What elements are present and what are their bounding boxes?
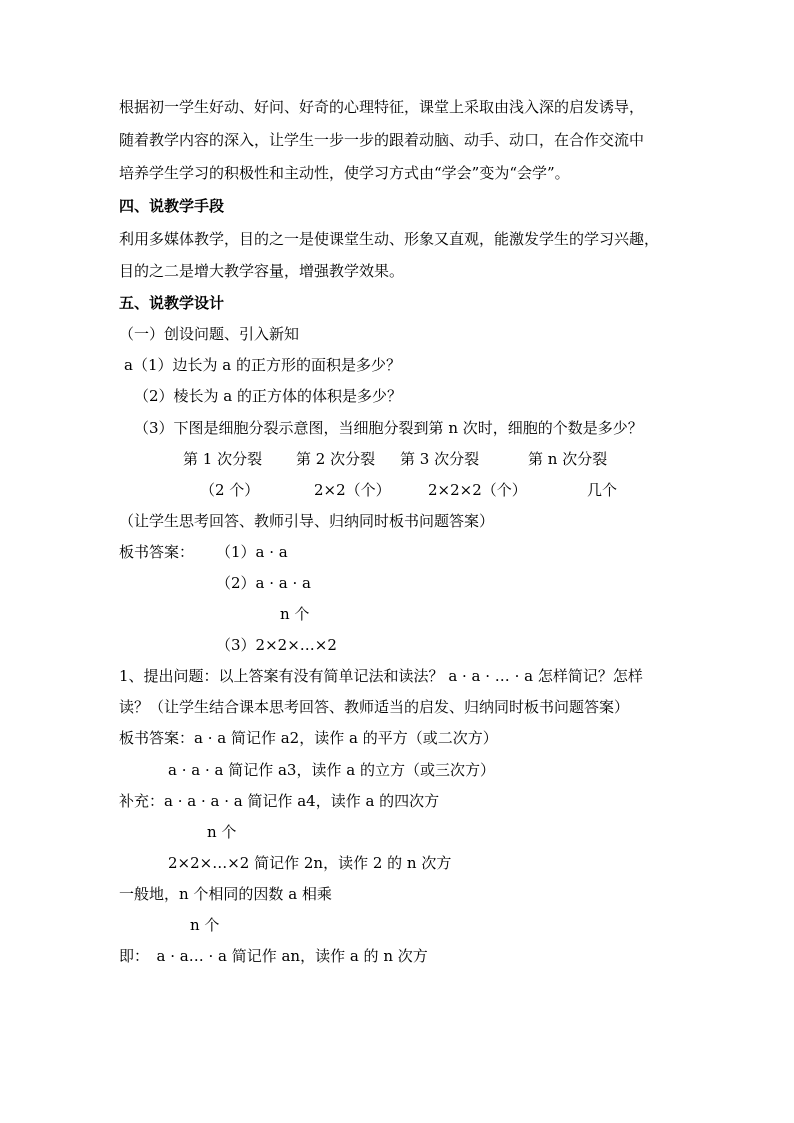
subsection-1-heading: （一）创设问题、引入新知 (119, 325, 300, 343)
paragraph-1-line-1: 根据初一学生好动、好问、好奇的心理特征，课堂上采取由浅入深的启发诱导， (119, 98, 645, 116)
split-label-n: 第 n 次分裂 (528, 450, 608, 468)
question-1: a（1）边长为 a 的正方形的面积是多少？ (124, 356, 401, 374)
split-label-2: 第 2 次分裂 (296, 450, 376, 468)
supplement-line: 补充：a · a · a · a 简记作 a4，读作 a 的四次方 (119, 792, 440, 810)
paragraph-1-line-2: 随着教学内容的深入，让学生一步一步的跟着动脑、动手、动口，在合作交流中 (119, 131, 645, 149)
point-1-line-1: 1、提出问题：以上答案有没有简单记法和读法？ a · a · … · a 怎样简记？怎样 (119, 667, 643, 685)
board-answer-1: 板书答案：a · a 简记作 a2，读作 a 的平方（或二次方） (119, 729, 498, 747)
split-label-3: 第 3 次分裂 (400, 450, 480, 468)
answer-1: （1）a · a (216, 543, 288, 561)
section-4-line-1: 利用多媒体教学，目的之一是使课堂生动、形象又直观，能激发学生的学习兴趣， (119, 230, 660, 248)
answers-label: 板书答案： (119, 543, 195, 561)
conclusion-line: 即： a · a… · a 简记作 an，读作 a 的 n 次方 (119, 947, 428, 965)
split-count-3: 2×2×2（个） (428, 481, 527, 499)
supplement-n-count: n 个 (207, 823, 237, 841)
board-answer-2: a · a · a 简记作 a3，读作 a 的立方（或三次方） (168, 761, 495, 779)
split-count-1: （2 个） (200, 481, 260, 499)
split-label-1: 第 1 次分裂 (183, 450, 263, 468)
split-count-2: 2×2（个） (314, 481, 391, 499)
supplement-line-2: 2×2×…×2 简记作 2n，读作 2 的 n 次方 (168, 854, 452, 872)
question-3: （3）下图是细胞分裂示意图，当细胞分裂到第 n 次时，细胞的个数是多少？ (134, 419, 643, 437)
answer-2: （2）a · a · a (216, 574, 311, 592)
point-1-line-2: 读？（让学生结合课本思考回答、教师适当的启发、归纳同时板书问题答案） (119, 698, 630, 716)
answer-n-count: n 个 (280, 605, 310, 623)
section-4-line-2: 目的之二是增大教学容量，增强教学效果。 (119, 262, 405, 280)
paragraph-1-line-3: 培养学生学习的积极性和主动性，使学习方式由“学会”变为“会学”。 (119, 164, 570, 182)
answer-3: （3）2×2×…×2 (216, 636, 337, 654)
general-n-count: n 个 (190, 916, 220, 934)
split-count-n: 几个 (587, 481, 618, 499)
question-2: （2）棱长为 a 的正方体的体积是多少？ (134, 387, 403, 405)
note-1: （让学生思考回答、教师引导、归纳同时板书问题答案） (119, 512, 495, 530)
section-5-heading: 五、说教学设计 (119, 294, 225, 312)
section-4-heading: 四、说教学手段 (119, 197, 225, 215)
general-statement: 一般地，n 个相同的因数 a 相乘 (119, 885, 332, 903)
